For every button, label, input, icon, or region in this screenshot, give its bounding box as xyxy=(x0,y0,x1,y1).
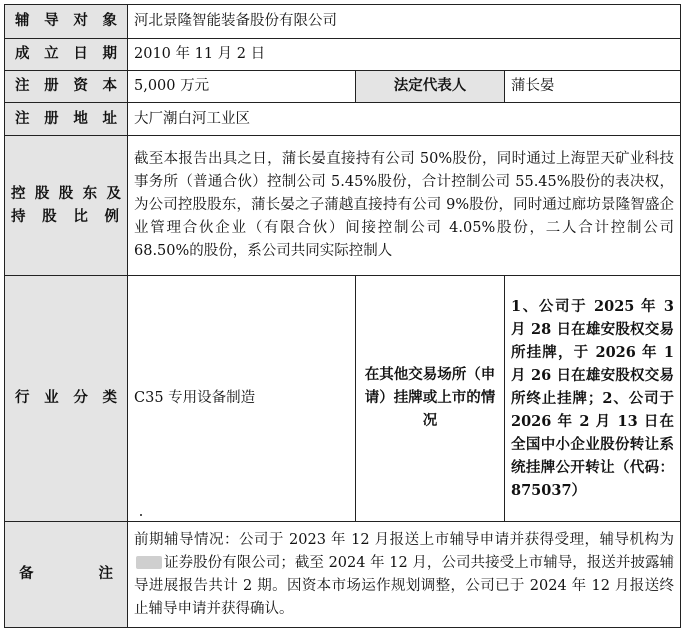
value-capital: 5,000 万元 xyxy=(128,71,356,103)
label-holder xyxy=(5,136,128,276)
remarks-text-before: 前期辅导情况：公司于 2023 年 12 月报送上市辅导申请并获得受理，辅导机构为 xyxy=(134,531,674,548)
value-industry: C35 专用设备制造 xyxy=(128,276,356,522)
label-capital: 注册资本 xyxy=(5,71,128,103)
row-address xyxy=(5,103,681,136)
row-capital xyxy=(5,71,681,103)
value-founded: 2010 年 11 月 2 日 xyxy=(128,39,681,71)
stray-dot xyxy=(140,514,142,516)
label-holder-line2: 持股比例 xyxy=(11,208,119,225)
label-address: 注册地址 xyxy=(5,103,128,136)
row-industry xyxy=(5,276,681,522)
redacted-block xyxy=(136,556,162,569)
label-other-listing: 在其他交易场所（申请）挂牌或上市的情况 xyxy=(356,276,505,522)
value-other-listing: 1、公司于 2025 年 3 月 28 日在雄安股权交易所挂牌，于 2026 年 1 月 26 日在雄安股权交易所终止挂牌；2、公司于 2026 年 2 月 13 日在全国中小企业股份转让系统挂牌公开转让（代码：875037） xyxy=(505,276,681,522)
info-table xyxy=(4,4,681,628)
value-remarks xyxy=(128,522,681,628)
label-industry: 行业分类 xyxy=(5,276,128,522)
label-holder-line1: 控股股东及 xyxy=(11,185,121,202)
label-founded: 成立日期 xyxy=(5,39,128,71)
value-target: 河北景隆智能装备股份有限公司 xyxy=(128,5,681,39)
remarks-text-after: 证券股份有限公司；截至 2024 年 12 月，公司共接受上市辅导，报送并披露辅导进展报告共计 2 期。因资本市场运作规划调整，公司已于 2024 年 12 月报送终止辅导申请并获得确认。 xyxy=(134,554,674,617)
row-target xyxy=(5,5,681,39)
value-legal-rep: 蒲长晏 xyxy=(505,71,681,103)
row-founded xyxy=(5,39,681,71)
label-legal-rep: 法定代表人 xyxy=(356,71,505,103)
row-remarks xyxy=(5,522,681,628)
row-holder xyxy=(5,136,681,276)
value-holder: 截至本报告出具之日，蒲长晏直接持有公司 50%股份，同时通过上海罡天矿业科技事务所（普通合伙）控制公司 5.45%股份，合计控制公司 55.45%股份的表决权，为公司控股股东，蒲长晏之子蒲越直接持有公司 9%股份，同时通过廊坊景隆智盛企业管理合伙企业（有限合伙）间接控制公司 4.05%股份，二人合计控制公司 68.50%的股份，系公司共同实际控制人 xyxy=(128,136,681,276)
label-target: 辅导对象 xyxy=(5,5,128,39)
label-remarks: 备注 xyxy=(5,522,128,628)
value-address: 大厂潮白河工业区 xyxy=(128,103,681,136)
